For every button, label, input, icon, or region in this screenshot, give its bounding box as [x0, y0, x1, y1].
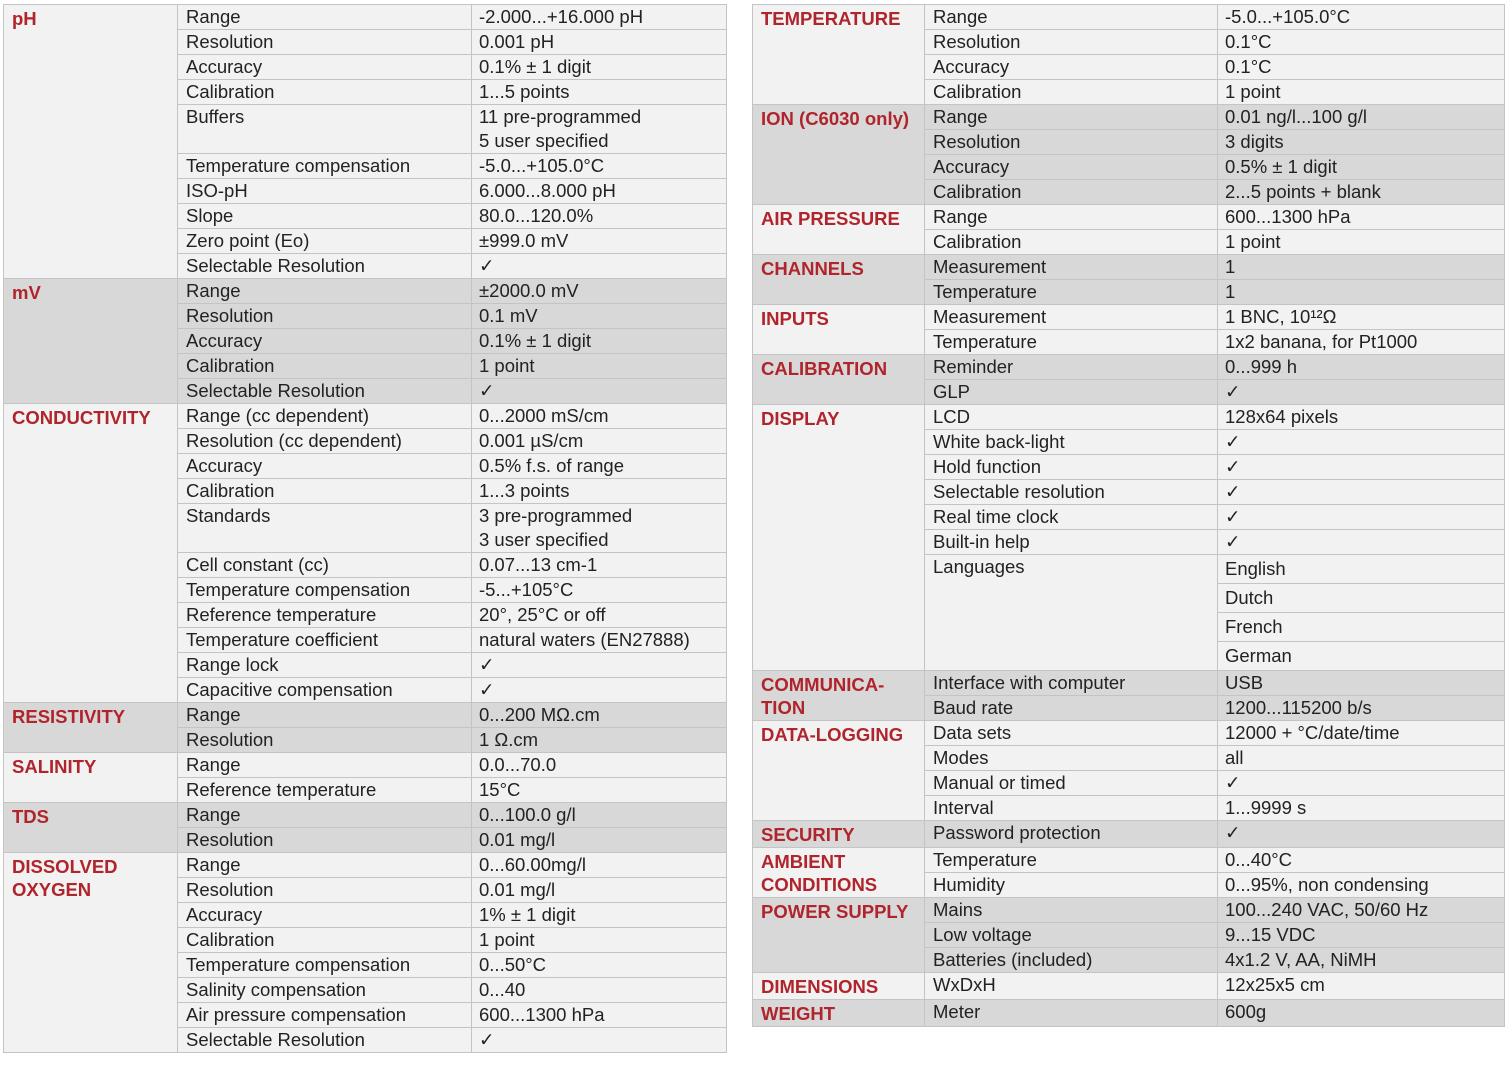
value-cell: 0...100.0 g/l [472, 803, 727, 828]
param-baud-rate: Baud rate [925, 696, 1218, 721]
param-range: Range [178, 853, 472, 878]
param-selectable-resolution: Selectable resolution [925, 480, 1218, 505]
category-dimensions: DIMENSIONS [753, 973, 925, 1000]
param-buffers: Buffers [178, 105, 472, 154]
param-password-protection: Password protection [925, 821, 1218, 848]
value-cell: 0...60.00mg/l [472, 853, 727, 878]
value-cell: ✓ [472, 653, 727, 678]
param-reference-temperature: Reference temperature [178, 603, 472, 628]
param-languages: Languages [925, 555, 1218, 671]
spec-row [753, 821, 1505, 848]
param-calibration: Calibration [925, 230, 1218, 255]
param-accuracy: Accuracy [178, 329, 472, 354]
param-range-lock: Range lock [178, 653, 472, 678]
value-cell: 0...50°C [472, 953, 727, 978]
param-temperature: Temperature [925, 280, 1218, 305]
param-modes: Modes [925, 746, 1218, 771]
param-calibration: Calibration [178, 928, 472, 953]
value-cell: ✓ [472, 379, 727, 404]
value-cell: 15°C [472, 778, 727, 803]
value-cell: English [1218, 555, 1505, 584]
param-temperature-compensation: Temperature compensation [178, 578, 472, 603]
value-cell: 9...15 VDC [1218, 923, 1505, 948]
category-mv: mV [4, 279, 178, 404]
value-cell: 100...240 VAC, 50/60 Hz [1218, 898, 1505, 923]
value-cell: 0.1°C [1218, 55, 1505, 80]
spec-row [753, 105, 1505, 130]
value-cell: 20°, 25°C or off [472, 603, 727, 628]
value-cell: 0.5% f.s. of range [472, 454, 727, 479]
spec-row [4, 279, 727, 304]
value-cell: ✓ [1218, 530, 1505, 555]
category-dissolved-oxygen: DISSOLVED OXYGEN [4, 853, 178, 1053]
value-cell: -5.0...+105.0°C [1218, 5, 1505, 30]
param-mains: Mains [925, 898, 1218, 923]
spec-row [4, 703, 727, 728]
value-cell: ✓ [472, 1028, 727, 1053]
param-temperature-coefficient: Temperature coefficient [178, 628, 472, 653]
category-conductivity: CONDUCTIVITY [4, 404, 178, 703]
value-cell: 12000 + °C/date/time [1218, 721, 1505, 746]
value-cell: ✓ [1218, 455, 1505, 480]
category-inputs: INPUTS [753, 305, 925, 355]
value-cell: 0...95%, non condensing [1218, 873, 1505, 898]
spec-table-right-body [753, 5, 1505, 1027]
value-cell: 2...5 points + blank [1218, 180, 1505, 205]
param-resolution: Resolution [178, 30, 472, 55]
value-cell: ✓ [1218, 480, 1505, 505]
param-accuracy: Accuracy [925, 155, 1218, 180]
spec-row [753, 973, 1505, 1000]
value-cell: 1...9999 s [1218, 796, 1505, 821]
category-display: DISPLAY [753, 405, 925, 671]
value-cell: 1 point [1218, 230, 1505, 255]
param-range: Range [178, 753, 472, 778]
param-interface-with-computer: Interface with computer [925, 671, 1218, 696]
spec-row [753, 848, 1505, 873]
spec-row [4, 5, 727, 30]
param-slope: Slope [178, 204, 472, 229]
value-cell: 12x25x5 cm [1218, 973, 1505, 1000]
value-cell: 1 BNC, 10¹²Ω [1218, 305, 1505, 330]
category-temperature: TEMPERATURE [753, 5, 925, 105]
value-cell: Dutch [1218, 584, 1505, 613]
category-weight: WEIGHT [753, 1000, 925, 1027]
param-white-back-light: White back-light [925, 430, 1218, 455]
value-cell: 600...1300 hPa [472, 1003, 727, 1028]
value-cell: 6.000...8.000 pH [472, 179, 727, 204]
spec-row [753, 305, 1505, 330]
category-channels: CHANNELS [753, 255, 925, 305]
value-cell: 3 pre-programmed 3 user specified [472, 504, 727, 553]
param-glp: GLP [925, 380, 1218, 405]
value-cell: 0.001 µS/cm [472, 429, 727, 454]
category-ph: pH [4, 5, 178, 279]
value-cell: 0.1°C [1218, 30, 1505, 55]
spec-row [753, 205, 1505, 230]
category-calibration: CALIBRATION [753, 355, 925, 405]
param-calibration: Calibration [178, 80, 472, 105]
value-cell: 1% ± 1 digit [472, 903, 727, 928]
value-cell: ✓ [1218, 771, 1505, 796]
value-cell: 4x1.2 V, AA, NiMH [1218, 948, 1505, 973]
param-temperature-compensation: Temperature compensation [178, 953, 472, 978]
value-cell: ✓ [1218, 430, 1505, 455]
value-cell: 0.001 pH [472, 30, 727, 55]
category-resistivity: RESISTIVITY [4, 703, 178, 753]
value-cell: 1 point [472, 354, 727, 379]
param-resolution: Resolution [178, 828, 472, 853]
value-cell: -2.000...+16.000 pH [472, 5, 727, 30]
param-interval: Interval [925, 796, 1218, 821]
param-lcd: LCD [925, 405, 1218, 430]
value-cell: 0.01 mg/l [472, 878, 727, 903]
param-reference-temperature: Reference temperature [178, 778, 472, 803]
param-range: Range [178, 803, 472, 828]
param-selectable-resolution: Selectable Resolution [178, 379, 472, 404]
value-cell: -5...+105°C [472, 578, 727, 603]
param-salinity-compensation: Salinity compensation [178, 978, 472, 1003]
spec-row [4, 803, 727, 828]
param-resolution: Resolution [925, 130, 1218, 155]
param-measurement: Measurement [925, 255, 1218, 280]
value-cell: ✓ [1218, 505, 1505, 530]
spec-row [753, 898, 1505, 923]
param-air-pressure-compensation: Air pressure compensation [178, 1003, 472, 1028]
param-calibration: Calibration [925, 180, 1218, 205]
value-cell: French [1218, 613, 1505, 642]
param-range: Range [178, 703, 472, 728]
param-reminder: Reminder [925, 355, 1218, 380]
param-accuracy: Accuracy [178, 903, 472, 928]
spec-row [753, 405, 1505, 430]
param-selectable-resolution: Selectable Resolution [178, 254, 472, 279]
value-cell: 0...40 [472, 978, 727, 1003]
spec-row [4, 404, 727, 429]
param-iso-ph: ISO-pH [178, 179, 472, 204]
param-meter: Meter [925, 1000, 1218, 1027]
value-cell: 1...3 points [472, 479, 727, 504]
category-security: SECURITY [753, 821, 925, 848]
category-power-supply: POWER SUPPLY [753, 898, 925, 973]
value-cell: 1 point [1218, 80, 1505, 105]
spec-table-left-body [4, 5, 727, 1053]
category-tds: TDS [4, 803, 178, 853]
param-hold-function: Hold function [925, 455, 1218, 480]
value-cell: 1 Ω.cm [472, 728, 727, 753]
value-cell: 0.1% ± 1 digit [472, 329, 727, 354]
value-cell: 80.0...120.0% [472, 204, 727, 229]
param-real-time-clock: Real time clock [925, 505, 1218, 530]
value-cell: ±999.0 mV [472, 229, 727, 254]
value-cell: 0...2000 mS/cm [472, 404, 727, 429]
spec-row [4, 753, 727, 778]
param-range: Range [178, 5, 472, 30]
param-built-in-help: Built-in help [925, 530, 1218, 555]
value-cell: 1...5 points [472, 80, 727, 105]
param-resolution: Resolution [178, 878, 472, 903]
param-resolution: Resolution [178, 304, 472, 329]
value-cell: 0.01 mg/l [472, 828, 727, 853]
value-cell: 0...999 h [1218, 355, 1505, 380]
param-selectable-resolution: Selectable Resolution [178, 1028, 472, 1053]
spec-row [4, 853, 727, 878]
value-cell: 0.0...70.0 [472, 753, 727, 778]
param-range: Range [925, 205, 1218, 230]
param-range-cc-dependent: Range (cc dependent) [178, 404, 472, 429]
category-ion-c6030-only: ION (C6030 only) [753, 105, 925, 205]
param-resolution-cc-dependent: Resolution (cc dependent) [178, 429, 472, 454]
value-cell: 0.07...13 cm-1 [472, 553, 727, 578]
param-manual-or-timed: Manual or timed [925, 771, 1218, 796]
value-cell: 600...1300 hPa [1218, 205, 1505, 230]
value-cell: ✓ [472, 254, 727, 279]
param-measurement: Measurement [925, 305, 1218, 330]
category-salinity: SALINITY [4, 753, 178, 803]
category-ambient-conditions: AMBIENT CONDITIONS [753, 848, 925, 898]
spec-table-right [752, 4, 1505, 1027]
param-accuracy: Accuracy [178, 55, 472, 80]
value-cell: 0.01 ng/l...100 g/l [1218, 105, 1505, 130]
param-standards: Standards [178, 504, 472, 553]
category-communica-tion: COMMUNICA- TION [753, 671, 925, 721]
value-cell: 128x64 pixels [1218, 405, 1505, 430]
value-cell: 1 [1218, 255, 1505, 280]
param-calibration: Calibration [925, 80, 1218, 105]
category-data-logging: DATA-LOGGING [753, 721, 925, 821]
value-cell: German [1218, 642, 1505, 671]
param-cell-constant-cc: Cell constant (cc) [178, 553, 472, 578]
value-cell: 0...200 MΩ.cm [472, 703, 727, 728]
value-cell: all [1218, 746, 1505, 771]
value-cell: 600g [1218, 1000, 1505, 1027]
spec-row [753, 721, 1505, 746]
value-cell: 3 digits [1218, 130, 1505, 155]
value-cell: 0.5% ± 1 digit [1218, 155, 1505, 180]
spec-row [753, 355, 1505, 380]
param-low-voltage: Low voltage [925, 923, 1218, 948]
param-accuracy: Accuracy [925, 55, 1218, 80]
param-range: Range [925, 5, 1218, 30]
value-cell: 11 pre-programmed 5 user specified [472, 105, 727, 154]
param-range: Range [925, 105, 1218, 130]
value-cell: 1 [1218, 280, 1505, 305]
value-cell: 1 point [472, 928, 727, 953]
value-cell: ±2000.0 mV [472, 279, 727, 304]
value-cell: 1200...115200 b/s [1218, 696, 1505, 721]
param-zero-point-eo: Zero point (Eo) [178, 229, 472, 254]
param-calibration: Calibration [178, 479, 472, 504]
param-temperature: Temperature [925, 330, 1218, 355]
spec-row [753, 671, 1505, 696]
value-cell: ✓ [472, 678, 727, 703]
param-capacitive-compensation: Capacitive compensation [178, 678, 472, 703]
value-cell: 0.1% ± 1 digit [472, 55, 727, 80]
param-resolution: Resolution [925, 30, 1218, 55]
param-batteries-included: Batteries (included) [925, 948, 1218, 973]
value-cell: -5.0...+105.0°C [472, 154, 727, 179]
spec-table-left [3, 4, 727, 1053]
param-resolution: Resolution [178, 728, 472, 753]
param-temperature: Temperature [925, 848, 1218, 873]
param-range: Range [178, 279, 472, 304]
value-cell: USB [1218, 671, 1505, 696]
value-cell: ✓ [1218, 821, 1505, 848]
param-temperature-compensation: Temperature compensation [178, 154, 472, 179]
value-cell: natural waters (EN27888) [472, 628, 727, 653]
spec-row [753, 255, 1505, 280]
param-accuracy: Accuracy [178, 454, 472, 479]
param-humidity: Humidity [925, 873, 1218, 898]
value-cell: 1x2 banana, for Pt1000 [1218, 330, 1505, 355]
value-cell: 0.1 mV [472, 304, 727, 329]
value-cell: ✓ [1218, 380, 1505, 405]
param-wxdxh: WxDxH [925, 973, 1218, 1000]
category-air-pressure: AIR PRESSURE [753, 205, 925, 255]
spec-row [753, 5, 1505, 30]
spec-row [753, 1000, 1505, 1027]
param-data-sets: Data sets [925, 721, 1218, 746]
value-cell: 0...40°C [1218, 848, 1505, 873]
param-calibration: Calibration [178, 354, 472, 379]
